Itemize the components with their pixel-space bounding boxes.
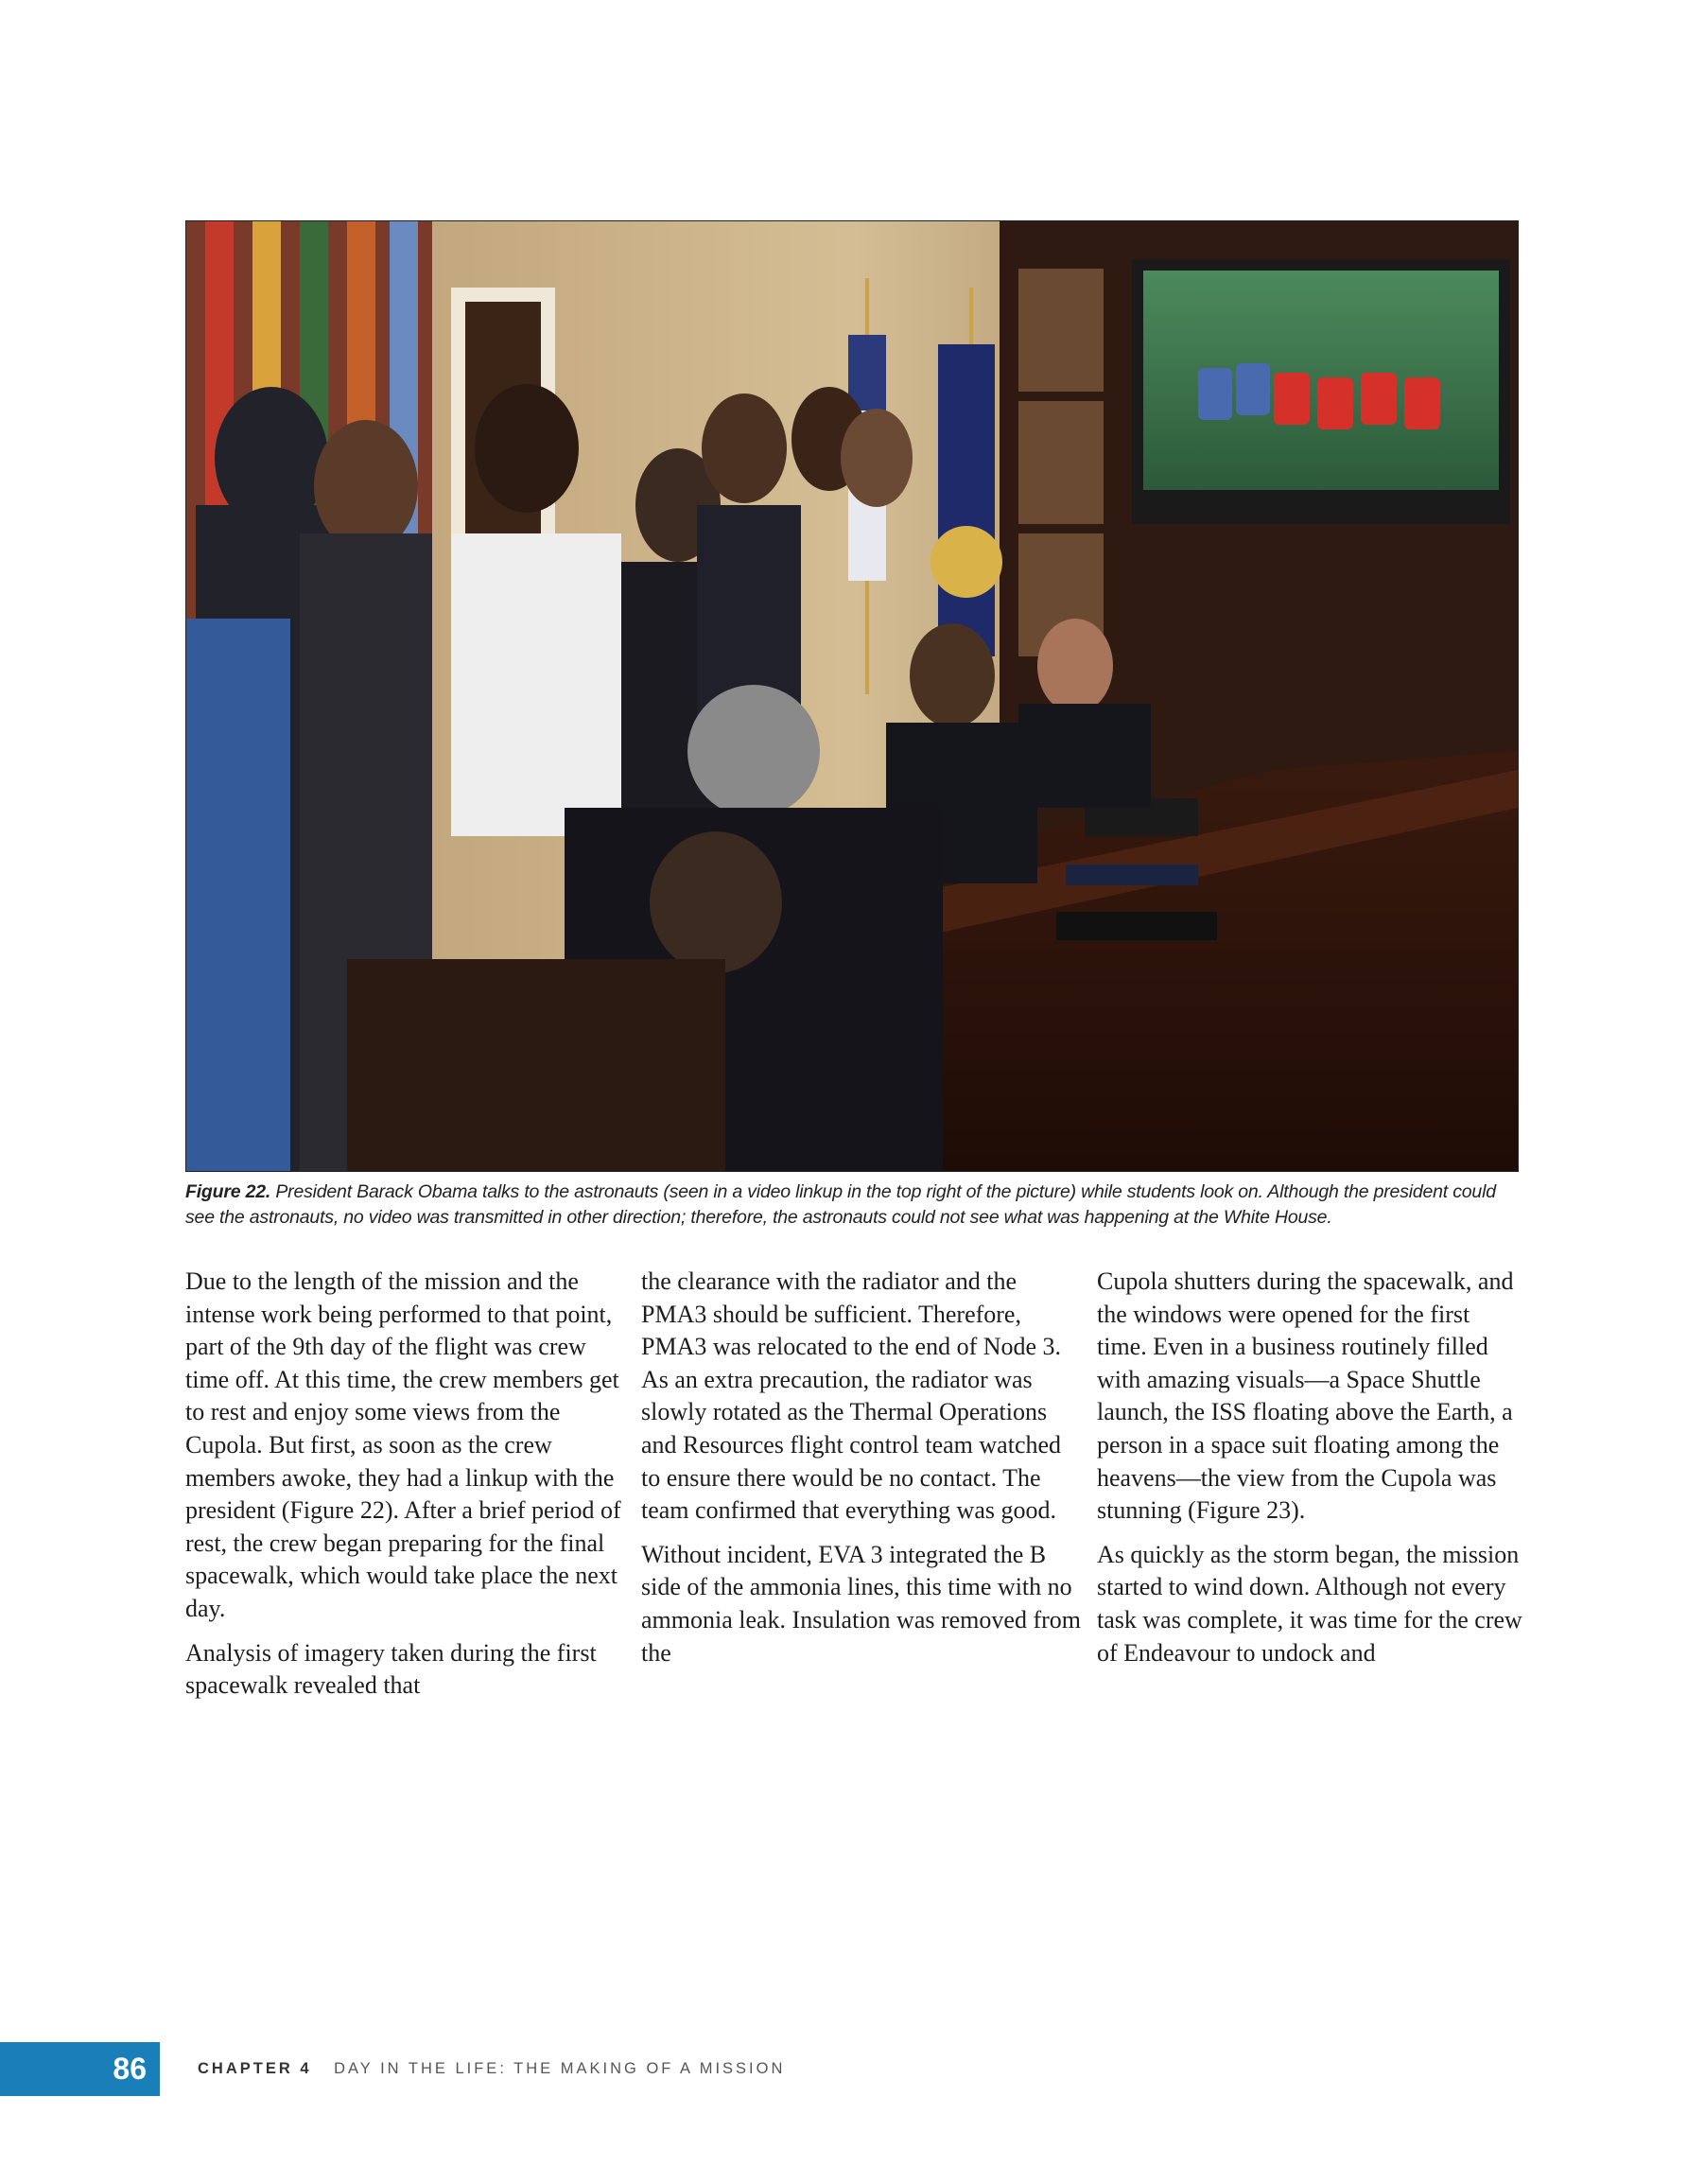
paragraph: the clearance with the radiator and the PMA3 should be sufficient. Therefore, PMA3 was relocated to the end of Node 3. As an extra precaution, the radiator was slowly rotated as the Thermal Operations and Resources flight control team watched to ensure there would be no contact. The team confirmed that everything was good.	[641, 1267, 1062, 1525]
paragraph: Due to the length of the mission and the intense work being performed to that point, part of the 9th day of the flight was crew time off. At this time, the crew members get to rest and enjoy some views from the Cupola. But first, as soon as the crew members awoke, they had a linkup with the president (Figure 22). After a brief period of rest, the crew began preparing for the final spacewalk, which would take place the next day.	[185, 1267, 621, 1622]
page-number: 86	[0, 2042, 160, 2096]
text-column-2	[641, 1266, 1086, 1681]
figure-photo	[185, 220, 1519, 1172]
paragraph: Without incident, EVA 3 integrated the B side of the ammonia lines, this time with no ammonia leak. Insulation was removed from the	[641, 1540, 1081, 1667]
photo-illustration	[186, 221, 1518, 1171]
figure-label: Figure 22.	[185, 1181, 271, 1202]
figure-caption	[185, 1179, 1519, 1231]
chapter-label: CHAPTER 4	[198, 2060, 312, 2077]
paragraph: Analysis of imagery taken during the first spacewalk revealed that	[185, 1638, 597, 1700]
text-column-3	[1097, 1266, 1522, 1681]
chapter-title: DAY IN THE LIFE: THE MAKING OF A MISSION	[334, 2060, 786, 2077]
figure-caption-text: President Barack Obama talks to the astronauts (seen in a video linkup in the top right of the picture) while students look on. Although the president could see the astronauts, no video was transmitted in other direction; therefore, the astronauts could not see what was happening at the White House.	[185, 1181, 1496, 1228]
paragraph: As quickly as the storm began, the mission started to wind down. Although not every task was complete, it was time for the crew of Endeavour to undock and	[1097, 1540, 1522, 1667]
running-footer	[198, 2060, 785, 2078]
paragraph: Cupola shutters during the spacewalk, and the windows were opened for the first time. Even in a business routinely filled with amazing visuals—a Space Shuttle launch, the ISS floating above the Earth, a person in a space suit floating among the heavens—the view from the Cupola was stunning (Figure 23).	[1097, 1267, 1514, 1525]
text-column-1	[185, 1266, 630, 1714]
